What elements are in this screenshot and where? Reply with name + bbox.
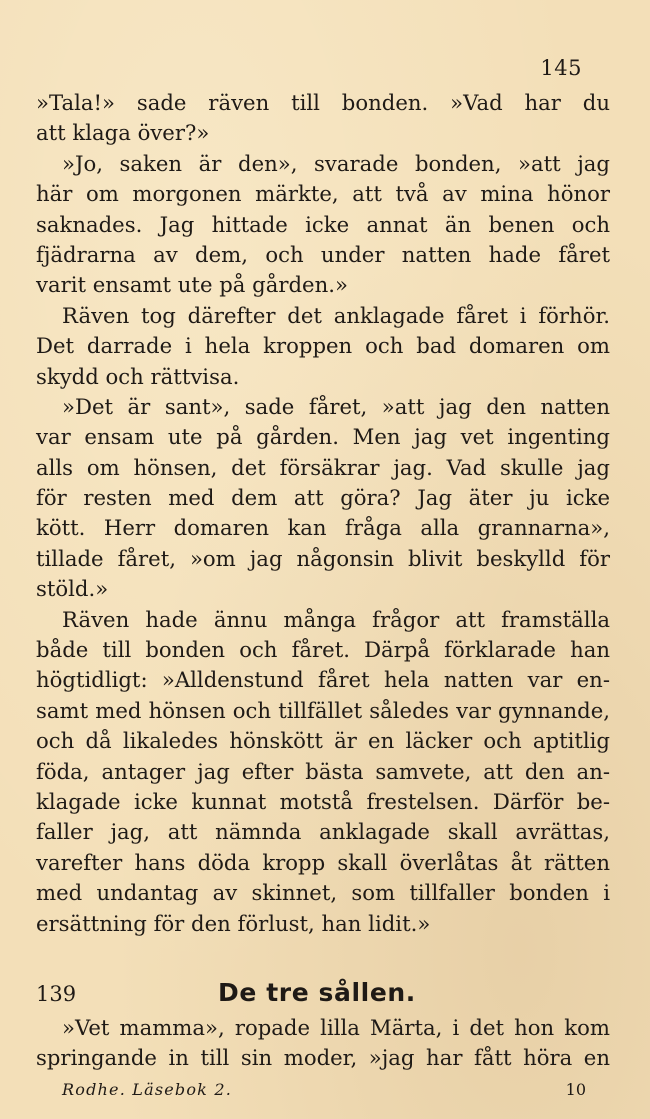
text-line: Räven tog därefter det anklagade fåret i förhör. [62, 302, 610, 328]
text-line: »Tala!» sade räven till bonden. »Vad har du [36, 90, 610, 115]
text-line: ersättning för den förlust, han lidit.» [36, 910, 431, 936]
section-number: 139 [36, 982, 77, 1006]
text-line: skydd och rättvisa. [36, 363, 240, 389]
section-heading [36, 978, 610, 1014]
text-line: saknades. Jag hittade icke annat än benen och [36, 211, 610, 237]
text-line: föda, antager jag efter bästa samvete, att den an- [36, 758, 610, 784]
text-line: fjädrarna av dem, och under natten hade fåret [36, 241, 610, 267]
section-title: De tre sållen. [218, 978, 416, 1007]
text-line: här om morgonen märkte, att två av mina hönor [36, 181, 610, 207]
text-line: var ensam ute på gården. Men jag vet ingenting [36, 424, 610, 450]
section-text [36, 1013, 610, 1074]
story-text [36, 88, 610, 939]
page-footer [62, 1080, 586, 1104]
text-line: Det darrade i hela kroppen och bad domaren om [36, 333, 610, 359]
text-line: samt med hönsen och tillfället således var gynnande, [36, 697, 610, 723]
text-line: både till bonden och fåret. Därpå förklarade han [36, 637, 610, 663]
page-number: 145 [540, 56, 582, 80]
text-line: för resten med dem att göra? Jag äter ju icke [36, 485, 610, 511]
text-line: alls om hönsen, det försäkrar jag. Vad skulle jag [36, 454, 610, 480]
signature-mark: 10 [565, 1080, 586, 1099]
text-line: varit ensamt ute på gården.» [36, 272, 348, 298]
text-line: att klaga över?» [36, 120, 210, 146]
text-line: springande in till sin moder, »jag har fått höra en [36, 1045, 610, 1071]
text-line: faller jag, att nämnda anklagade skall avrättas, [36, 819, 610, 845]
text-line: och då likaledes hönskött är en läcker och aptitlig [36, 728, 610, 754]
text-line: med undantag av skinnet, som tillfaller bonden i [36, 880, 610, 906]
text-line: klagade icke kunnat motstå frestelsen. Därför be- [36, 788, 610, 814]
text-line: »Vet mamma», ropade lilla Märta, i det hon kom [62, 1015, 610, 1040]
text-line: tillade fåret, »om jag någonsin blivit beskylld för [36, 545, 610, 571]
text-line: »Det är sant», sade fåret, »att jag den natten [62, 393, 610, 419]
text-line: Räven hade ännu många frågor att framställa [62, 606, 610, 632]
text-line: »Jo, saken är den», svarade bonden, »att jag [62, 150, 610, 176]
text-line: varefter hans döda kropp skall överlåtas åt rätten [36, 849, 610, 875]
book-title-footer: Rodhe. Läsebok 2. [62, 1080, 233, 1099]
text-line: stöld.» [36, 576, 109, 602]
text-line: högtidligt: »Alldenstund fåret hela natten var en- [36, 667, 610, 693]
text-line: kött. Herr domaren kan fråga alla grannarna», [36, 515, 610, 541]
